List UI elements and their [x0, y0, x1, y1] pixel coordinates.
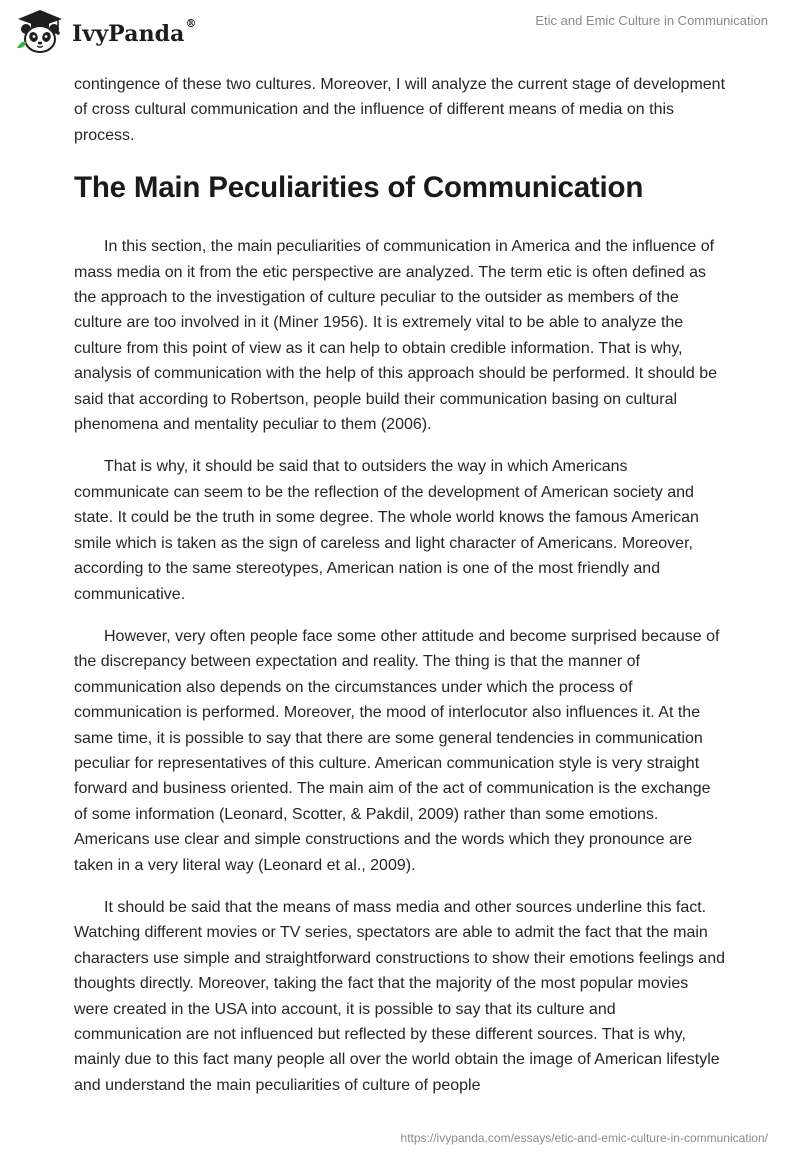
registered-mark: ® [185, 17, 197, 30]
brand-name-text: IvyPanda [72, 21, 185, 47]
section-heading: The Main Peculiarities of Communication [74, 171, 644, 205]
source-url-link[interactable]: https://ivypanda.com/essays/etic-and-emic-culture-in-communication/ [400, 1131, 768, 1145]
panda-graduate-icon [14, 8, 66, 56]
paragraph: However, very often people face some other attitude and become surprised because of the discrepancy between expectation and reality. The thing is that the manner of communication also depends on the circumstances under which the process of communication is performed. Moreover, the mood of interlocutor also influences it. At the same time, it is possible to say that there are some general tendencies in communication peculiar for representatives of this culture. American communication style is very straight forward and business oriented. The main aim of the act of communication is the exchange of some information (Leonard, Scotter, & Pakdil, 2009) rather than some emotions. Americans use clear and simple constructions and the words which they pronounce are taken in a very literal way (Leonard et al., 2009). [74, 627, 720, 874]
ivypanda-logo[interactable] [14, 8, 197, 56]
paragraph: It should be said that the means of mass media and other sources underline this fact. Watching different movies or TV series, spectators are able to admit the fact that the main characters use simple and straightforward constructions to show their emotions feelings and thoughts directly. Moreover, taking the fact that the majority of the most popular movies were created in the USA into account, it is possible to say that its culture and communication are not influenced but reflected by these different sources. That is why, mainly due to this fact many people all over the world obtain the image of American lifestyle and understand the main peculiarities of culture of people [74, 898, 725, 1094]
document-title: Etic and Emic Culture in Communication [535, 13, 768, 28]
page-header [0, 0, 800, 60]
paragraph: That is why, it should be said that to outsiders the way in which Americans communicate can seem to be the reflection of the development of American society and state. It could be the truth in some degree. The whole world knows the famous American smile which is taken as the sign of careless and light character of Americans. Moreover, according to the same stereotypes, American nation is one of the most friendly and communicative. [74, 458, 699, 603]
paragraph: In this section, the main peculiarities of communication in America and the influence of mass media on it from the etic perspective are analyzed. The term etic is often defined as the approach to the investigation of culture peculiar to the outsider as members of the culture are too involved in it (Miner 1956). It is extremely vital to be able to analyze the culture from this point of view as it can help to obtain credible information. That is why, analysis of communication with the help of this approach should be performed. It should be said that according to Robertson, people build their communication basing on cultural phenomena and mentality peculiar to them (2006). [74, 238, 718, 434]
brand-name [72, 17, 197, 47]
intro-continuation: contingence of these two cultures. Moreover, I will analyze the current stage of development of cross cultural communication and the influence of different means of media on this process. [74, 76, 726, 144]
essay-body [74, 72, 726, 1115]
